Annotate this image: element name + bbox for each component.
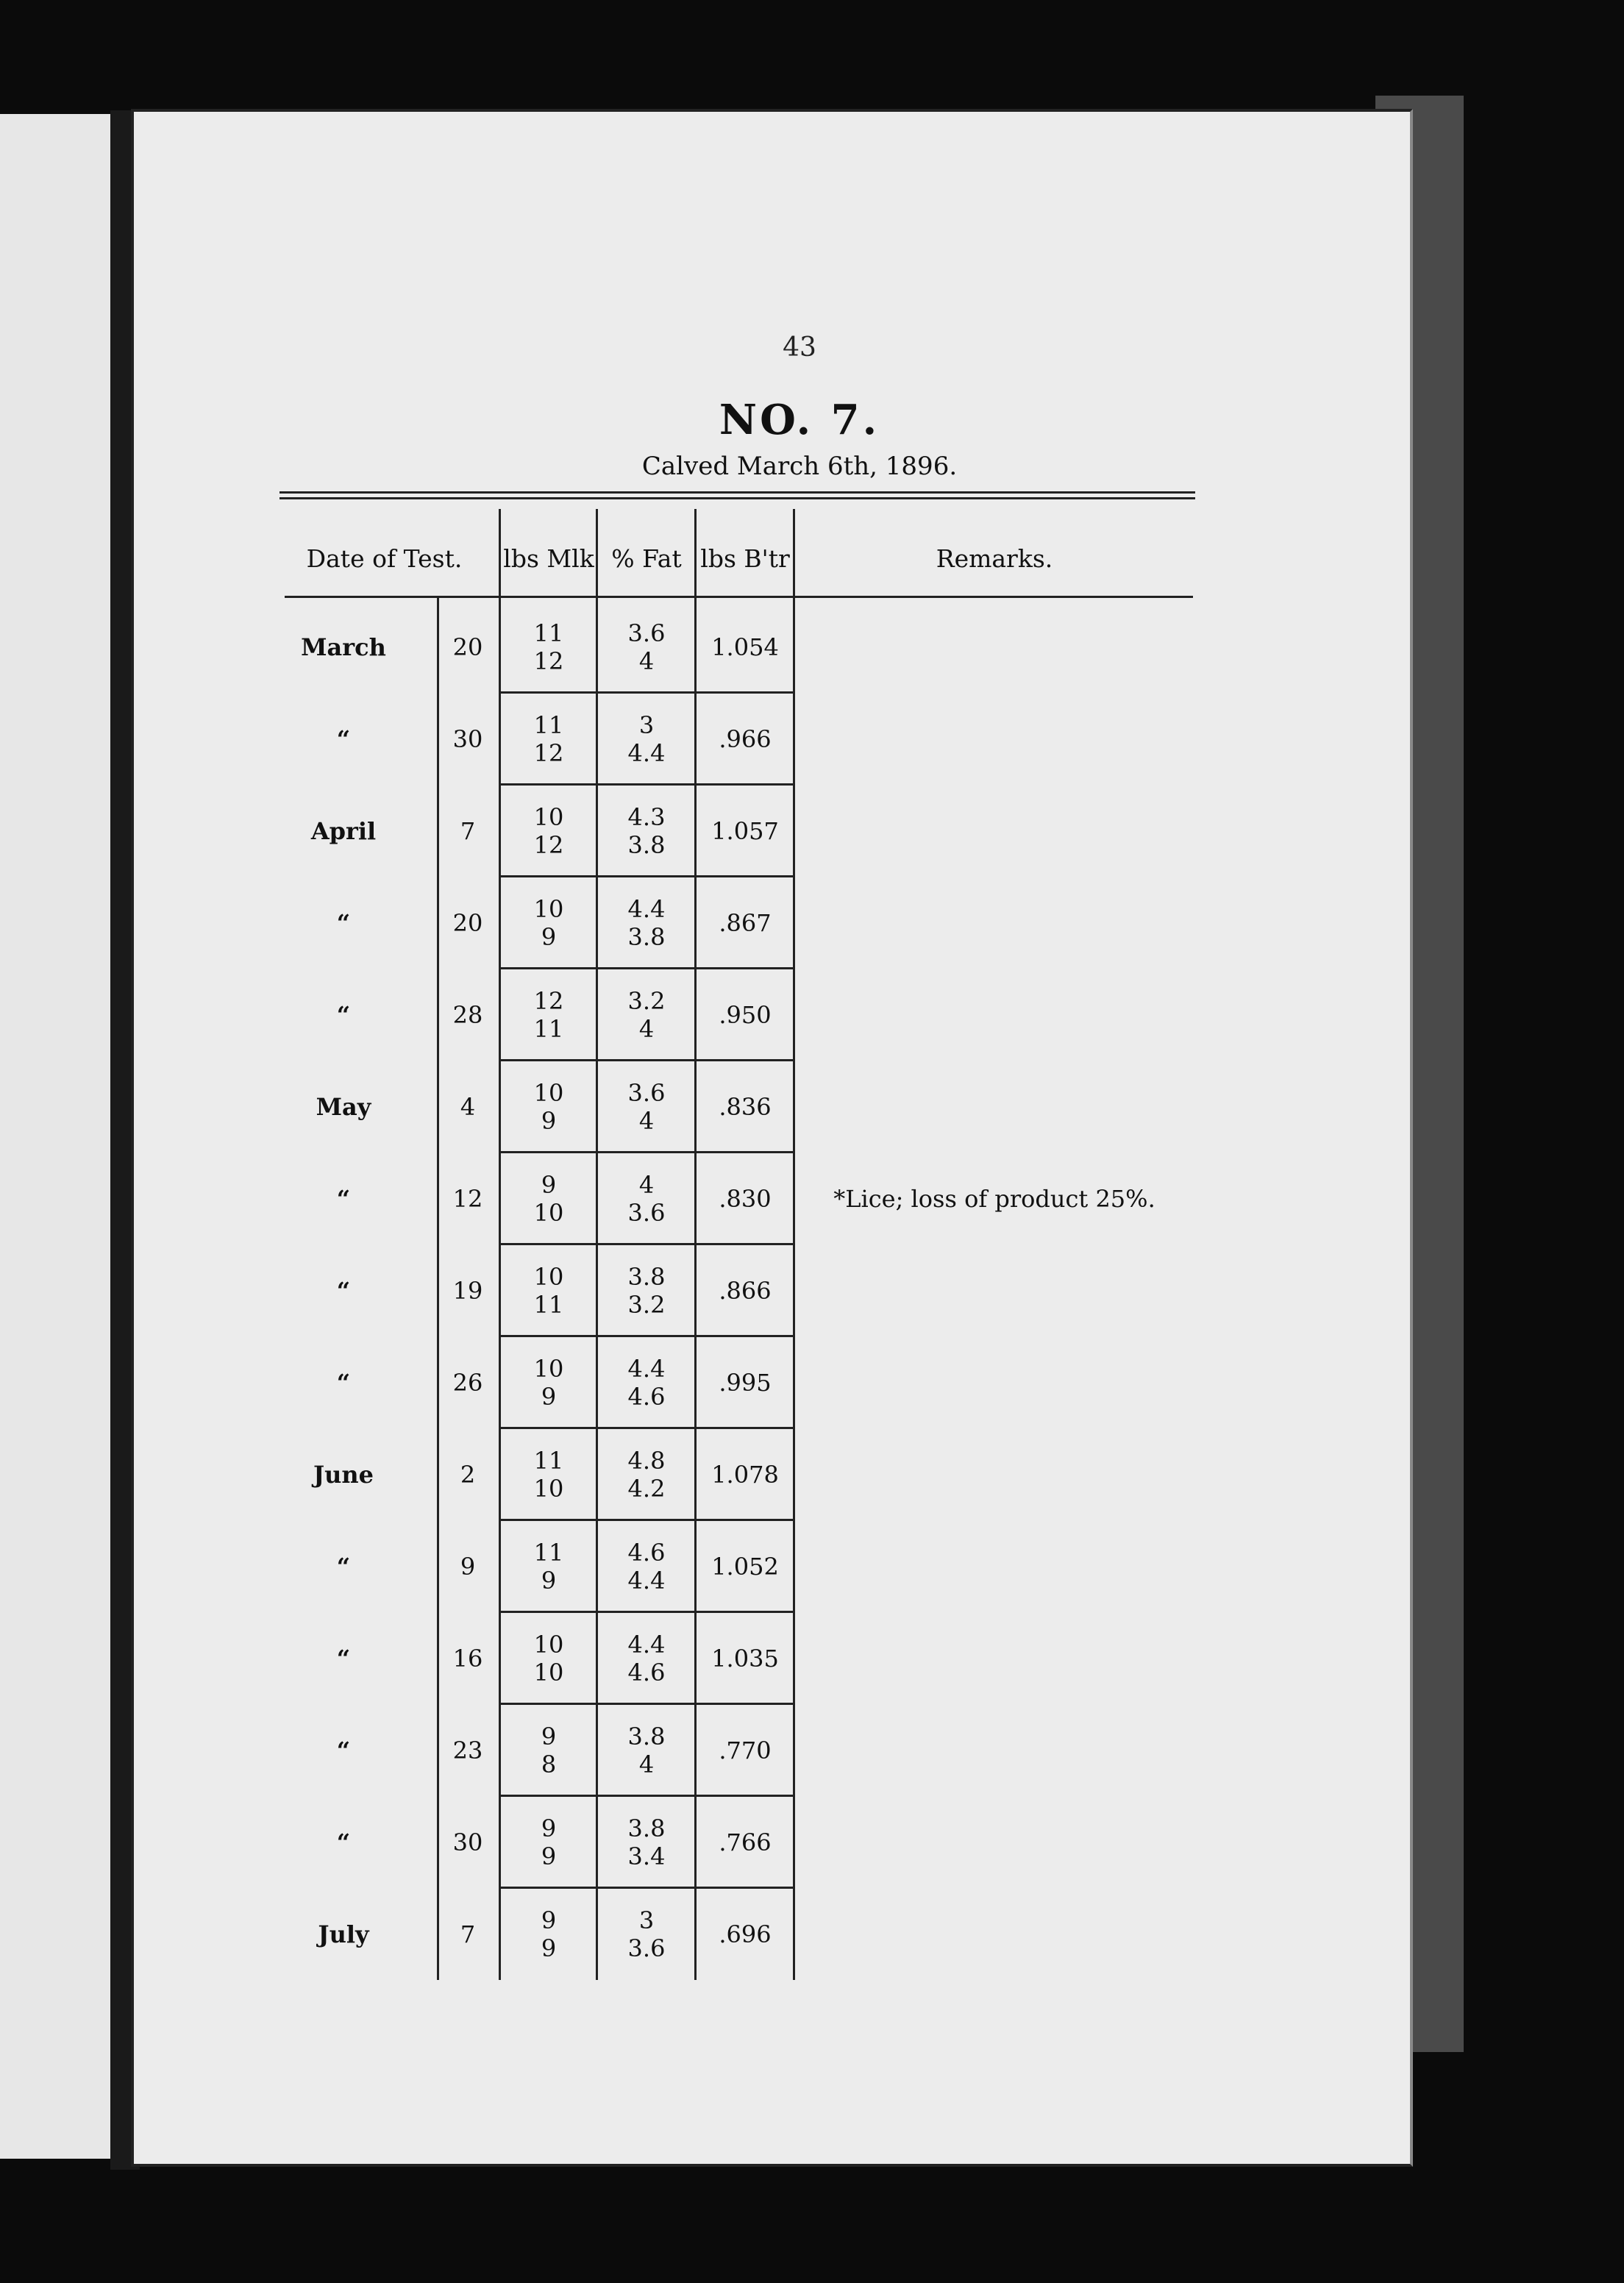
cell-day: 4 — [460, 1092, 476, 1121]
row-separator — [500, 875, 793, 877]
cell-milk: 9 9 — [541, 1814, 557, 1870]
table-row — [134, 877, 1384, 969]
table-row — [134, 1244, 1384, 1336]
cell-butter: .995 — [719, 1368, 772, 1397]
cell-fat: 3.8 4 — [627, 1722, 666, 1778]
cell-fat: 3 3.6 — [627, 1906, 666, 1962]
row-separator — [500, 1151, 793, 1153]
cell-month: “ — [336, 908, 351, 937]
row-separator — [500, 1059, 793, 1061]
cell-remarks — [796, 1428, 1193, 1520]
row-separator — [500, 1335, 793, 1337]
cell-milk: 10 12 — [533, 802, 564, 859]
cell-fat: 3 4.4 — [627, 710, 666, 767]
cell-butter: .867 — [719, 908, 772, 937]
cell-butter: .770 — [719, 1736, 772, 1764]
cell-month: “ — [336, 1736, 351, 1764]
cell-remarks — [796, 785, 1193, 877]
header-divider-2 — [596, 509, 598, 597]
cell-fat: 4.4 4.6 — [627, 1354, 666, 1411]
cell-month: June — [313, 1460, 374, 1489]
cell-month: May — [316, 1092, 371, 1121]
row-separator — [500, 1703, 793, 1705]
cell-month: “ — [336, 1368, 351, 1397]
cell-day: 30 — [452, 1828, 483, 1856]
left-page-edge — [0, 114, 118, 2159]
table-row — [134, 693, 1384, 785]
header-underline — [285, 596, 1193, 598]
header-divider-1 — [499, 509, 501, 597]
book-page — [131, 109, 1413, 2167]
cell-butter: .866 — [719, 1276, 772, 1305]
cell-day: 23 — [452, 1736, 483, 1764]
cell-month: “ — [336, 1000, 351, 1029]
cell-butter: 1.054 — [711, 633, 779, 661]
cell-milk: 9 10 — [533, 1170, 564, 1227]
cell-fat: 3.8 3.4 — [627, 1814, 666, 1870]
cell-milk: 11 10 — [533, 1446, 564, 1503]
cell-butter: .836 — [719, 1092, 772, 1121]
cell-remarks — [796, 1888, 1193, 1980]
row-separator — [500, 783, 793, 786]
cell-month: “ — [336, 1184, 351, 1213]
table-row — [134, 1520, 1384, 1612]
cell-milk: 10 11 — [533, 1262, 564, 1319]
table-row — [134, 1612, 1384, 1704]
row-separator — [500, 1427, 793, 1429]
cell-day: 26 — [452, 1368, 483, 1397]
table-row — [134, 1061, 1384, 1153]
cell-day: 30 — [452, 724, 483, 753]
cell-day: 28 — [452, 1000, 483, 1029]
row-separator — [500, 1519, 793, 1521]
cell-milk: 10 9 — [533, 1078, 564, 1135]
cell-milk: 10 9 — [533, 894, 564, 951]
cell-remarks — [796, 1520, 1193, 1612]
cell-butter: .766 — [719, 1828, 772, 1856]
cell-day: 20 — [452, 633, 483, 661]
cell-milk: 9 9 — [541, 1906, 557, 1962]
row-separator — [500, 1795, 793, 1797]
page-subtitle: Calved March 6th, 1896. — [641, 452, 958, 481]
cell-butter: .950 — [719, 1000, 772, 1029]
cell-fat: 4.6 4.4 — [627, 1538, 666, 1595]
cell-month: March — [301, 633, 386, 661]
cell-fat: 3.8 3.2 — [627, 1262, 666, 1319]
row-separator — [500, 1611, 793, 1613]
cell-butter: .830 — [719, 1184, 772, 1213]
cell-day: 19 — [452, 1276, 483, 1305]
cell-month: “ — [336, 1552, 351, 1581]
cell-day: 7 — [460, 1920, 476, 1948]
table-row — [134, 1704, 1384, 1796]
table-row — [134, 1336, 1384, 1428]
double-rule-top — [279, 491, 1195, 494]
cell-milk: 9 8 — [541, 1722, 557, 1778]
header-fat: % Fat — [611, 544, 682, 573]
table-row — [134, 1153, 1384, 1244]
row-separator — [500, 967, 793, 969]
table-row — [134, 1888, 1384, 1980]
row-separator — [500, 691, 793, 694]
cell-milk: 10 10 — [533, 1630, 564, 1687]
cell-day: 2 — [460, 1460, 476, 1489]
cell-remarks — [796, 693, 1193, 785]
cell-milk: 12 11 — [533, 986, 564, 1043]
cell-remarks — [796, 1061, 1193, 1153]
header-milk: lbs Mlk — [503, 544, 594, 573]
cell-remarks: *Lice; loss of product 25%. — [833, 1184, 1155, 1213]
cell-fat: 4.4 3.8 — [627, 894, 666, 951]
header-divider-3 — [694, 509, 697, 597]
table-row — [134, 1796, 1384, 1888]
cell-day: 12 — [452, 1184, 483, 1213]
cell-remarks — [796, 969, 1193, 1061]
cell-butter: .696 — [719, 1920, 772, 1948]
table-row — [134, 601, 1384, 693]
cell-milk: 11 12 — [533, 619, 564, 675]
cell-butter: .966 — [719, 724, 772, 753]
header-divider-4 — [793, 509, 795, 597]
cell-fat: 3.6 4 — [627, 1078, 666, 1135]
cell-fat: 4.8 4.2 — [627, 1446, 666, 1503]
cell-milk: 11 12 — [533, 710, 564, 767]
cell-butter: 1.035 — [711, 1644, 779, 1673]
cell-fat: 3.6 4 — [627, 619, 666, 675]
cell-month: “ — [336, 1276, 351, 1305]
cell-fat: 4.3 3.8 — [627, 802, 666, 859]
cell-fat: 3.2 4 — [627, 986, 666, 1043]
header-date: Date of Test. — [306, 544, 463, 573]
cell-fat: 4.4 4.6 — [627, 1630, 666, 1687]
cell-remarks — [796, 1612, 1193, 1704]
cell-remarks — [796, 1704, 1193, 1796]
cell-month: April — [310, 816, 377, 845]
cell-fat: 4 3.6 — [627, 1170, 666, 1227]
cell-month: “ — [336, 1644, 351, 1673]
cell-day: 20 — [452, 908, 483, 937]
row-separator — [500, 1887, 793, 1889]
cell-month: “ — [336, 1828, 351, 1856]
cell-remarks — [796, 877, 1193, 969]
page-number: 43 — [783, 332, 816, 363]
cell-month: “ — [336, 724, 351, 753]
cell-day: 7 — [460, 816, 476, 845]
cell-butter: 1.078 — [711, 1460, 779, 1489]
cell-day: 9 — [460, 1552, 476, 1581]
row-separator — [500, 1243, 793, 1245]
cell-remarks — [796, 1796, 1193, 1888]
cell-butter: 1.052 — [711, 1552, 779, 1581]
page-title: NO. 7. — [719, 396, 880, 444]
cell-remarks — [796, 1336, 1193, 1428]
table-row — [134, 1428, 1384, 1520]
header-butter: lbs B'tr — [700, 544, 790, 573]
cell-milk: 11 9 — [533, 1538, 564, 1595]
cell-remarks — [796, 1244, 1193, 1336]
double-rule-bottom — [279, 497, 1195, 499]
cell-day: 16 — [452, 1644, 483, 1673]
table-row — [134, 969, 1384, 1061]
cell-month: July — [318, 1920, 369, 1948]
header-remarks: Remarks. — [936, 544, 1053, 573]
cell-butter: 1.057 — [711, 816, 779, 845]
cell-milk: 10 9 — [533, 1354, 564, 1411]
table-row — [134, 785, 1384, 877]
cell-remarks — [796, 601, 1193, 693]
